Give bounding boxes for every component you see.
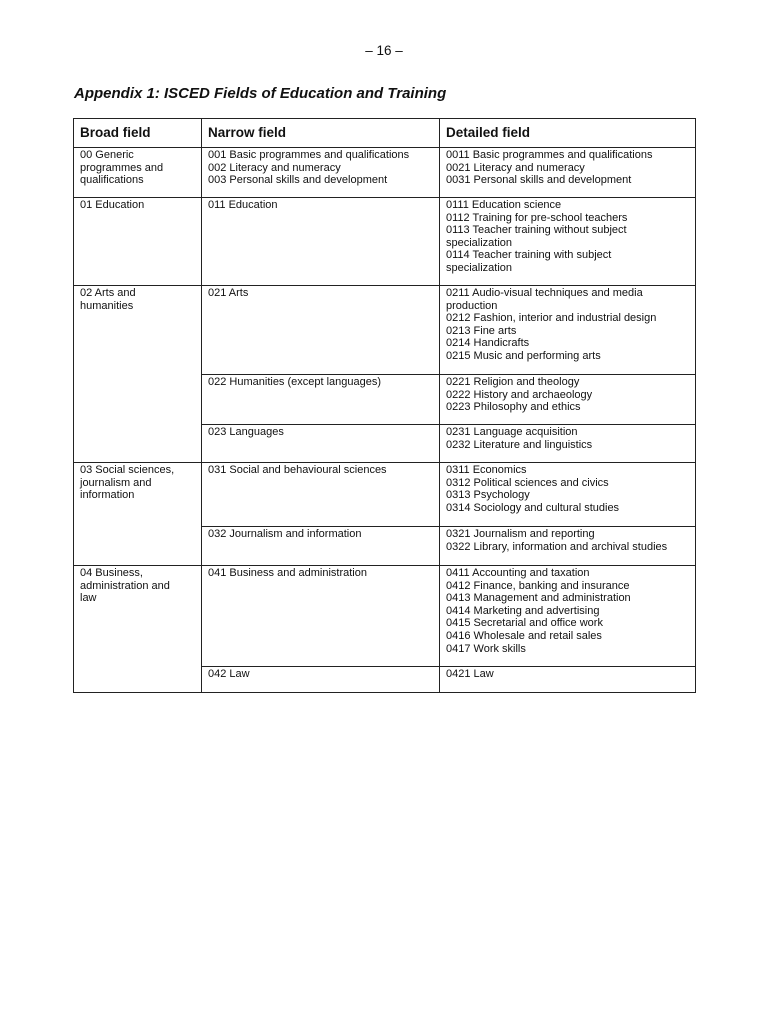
detailed-field-line: 0314 Sociology and cultural studies: [446, 501, 620, 514]
table-body: [74, 148, 696, 693]
narrow-field-line: 002 Literacy and numeracy: [208, 161, 341, 174]
detailed-field-line: 0213 Fine arts: [446, 324, 517, 337]
detailed-field-line: 0231 Language acquisition: [446, 426, 578, 438]
table-header-row: [74, 119, 696, 148]
detailed-field-cell: [440, 527, 696, 566]
appendix-title: Appendix 1: ISCED Fields of Education and Training: [74, 85, 447, 102]
detailed-field-line: 0222 History and archaeology: [446, 388, 593, 401]
narrow-field-line: 031 Social and behavioural sciences: [208, 464, 387, 476]
narrow-field-line: 042 Law: [208, 668, 250, 680]
broad-field-line: law: [80, 592, 97, 605]
broad-field-line: 01 Education: [80, 199, 145, 211]
narrow-field-cell: [202, 667, 440, 693]
detailed-field-line: 0212 Fashion, interior and industrial design: [446, 312, 657, 325]
detailed-field-line: 0417 Work skills: [446, 642, 526, 655]
narrow-field-cell: [202, 463, 440, 527]
detailed-field-line: 0021 Literacy and numeracy: [446, 161, 585, 174]
narrow-field-cell: [202, 566, 440, 667]
broad-field-line: 03 Social sciences,: [80, 464, 175, 476]
detailed-field-cell: [440, 463, 696, 527]
broad-field-cell: [74, 198, 202, 286]
broad-field-line: 00 Generic: [80, 149, 134, 161]
table-row: [74, 148, 696, 198]
narrow-field-cell: [202, 425, 440, 463]
narrow-field-cell: [202, 198, 440, 286]
broad-field-cell: [74, 148, 202, 198]
narrow-field-cell: [202, 375, 440, 425]
narrow-field-line: 023 Languages: [208, 426, 284, 438]
detailed-field-line: 0113 Teacher training without subject: [446, 224, 627, 237]
broad-field-line: 02 Arts and: [80, 287, 136, 299]
narrow-field-line: 022 Humanities (except languages): [208, 376, 382, 388]
detailed-field-cell: [440, 425, 696, 463]
broad-field-line: humanities: [80, 299, 134, 312]
narrow-field-line: 021 Arts: [208, 287, 249, 299]
narrow-field-line: 032 Journalism and information: [208, 528, 362, 540]
detailed-field-line: 0111 Education science: [446, 199, 562, 211]
detailed-field-line: 0211 Audio-visual techniques and media: [446, 287, 643, 299]
detailed-field-cell: [440, 375, 696, 425]
table-row: [74, 286, 696, 375]
detailed-field-cell: [440, 148, 696, 198]
detailed-field-line: 0312 Political sciences and civics: [446, 476, 609, 489]
narrow-field-cell: [202, 527, 440, 566]
detailed-field-line: 0416 Wholesale and retail sales: [446, 629, 602, 642]
broad-field-cell: [74, 566, 202, 693]
broad-field-line: journalism and: [80, 476, 152, 489]
detailed-field-line: 0311 Economics: [446, 464, 527, 476]
narrow-field-cell: [202, 286, 440, 375]
narrow-field-cell: [202, 148, 440, 198]
detailed-field-line: 0421 Law: [446, 668, 494, 680]
detailed-field-cell: [440, 286, 696, 375]
broad-field-line: administration and: [80, 579, 170, 592]
page-number: – 16 –: [365, 43, 403, 58]
detailed-field-line: 0414 Marketing and advertising: [446, 604, 600, 617]
detailed-field-line: 0322 Library, information and archival studies: [446, 540, 668, 553]
detailed-field-line: 0223 Philosophy and ethics: [446, 401, 581, 414]
narrow-field-line: 003 Personal skills and development: [208, 174, 388, 187]
table-row: [74, 463, 696, 527]
detailed-field-line: specialization: [446, 236, 513, 249]
detailed-field-line: 0114 Teacher training with subject: [446, 249, 612, 262]
narrow-field-line: 041 Business and administration: [208, 567, 367, 579]
broad-field-line: qualifications: [80, 174, 144, 187]
broad-field-line: 04 Business,: [80, 567, 143, 579]
broad-field-cell: [74, 463, 202, 566]
detailed-field-cell: [440, 198, 696, 286]
broad-field-line: information: [80, 489, 135, 502]
detailed-field-line: 0214 Handicrafts: [446, 337, 530, 350]
detailed-field-line: 0415 Secretarial and office work: [446, 617, 603, 630]
broad-field-cell: [74, 286, 202, 463]
isced-fields-table: [73, 118, 696, 693]
detailed-field-line: specialization: [446, 261, 513, 274]
detailed-field-cell: [440, 566, 696, 667]
header-narrow-field: Narrow field: [202, 119, 440, 148]
header-broad-field: Broad field: [74, 119, 202, 148]
detailed-field-line: 0112 Training for pre-school teachers: [446, 211, 628, 224]
narrow-field-line: 001 Basic programmes and qualifications: [208, 149, 410, 161]
narrow-field-line: 011 Education: [208, 199, 278, 211]
broad-field-line: programmes and: [80, 161, 164, 174]
detailed-field-line: 0412 Finance, banking and insurance: [446, 579, 630, 592]
detailed-field-line: 0011 Basic programmes and qualifications: [446, 149, 653, 161]
detailed-field-line: 0313 Psychology: [446, 489, 530, 502]
header-detailed-field: Detailed field: [440, 119, 696, 148]
detailed-field-line: 0413 Management and administration: [446, 592, 631, 605]
detailed-field-line: 0215 Music and performing arts: [446, 349, 601, 362]
detailed-field-line: 0411 Accounting and taxation: [446, 567, 590, 579]
detailed-field-line: production: [446, 299, 498, 312]
detailed-field-line: 0232 Literature and linguistics: [446, 438, 593, 451]
detailed-field-line: 0221 Religion and theology: [446, 376, 580, 388]
table-row: [74, 198, 696, 286]
table-row: [74, 566, 696, 667]
detailed-field-line: 0321 Journalism and reporting: [446, 528, 595, 540]
detailed-field-line: 0031 Personal skills and development: [446, 174, 632, 187]
detailed-field-cell: [440, 667, 696, 693]
